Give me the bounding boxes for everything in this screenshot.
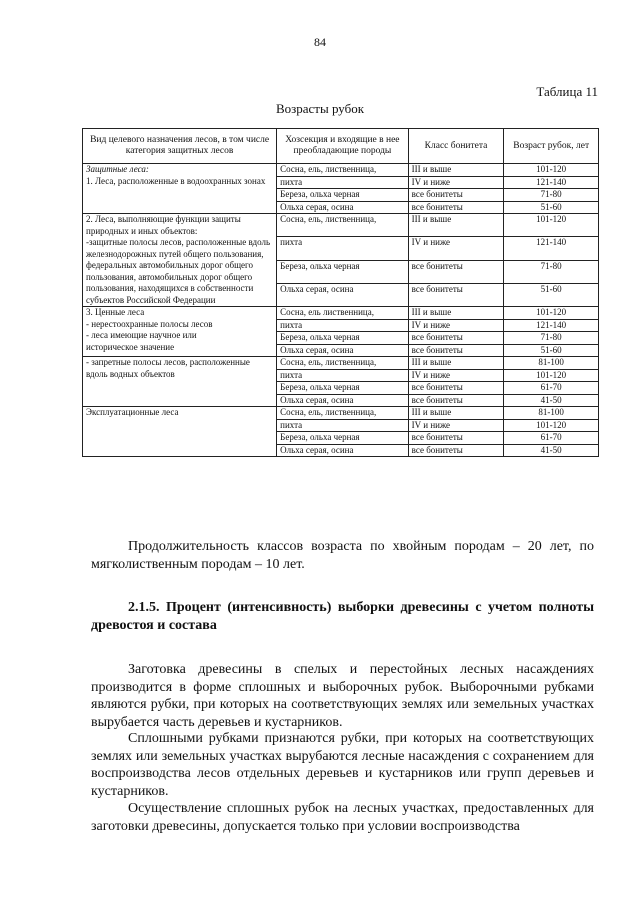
table-row [83, 357, 599, 370]
class-cell: все бонитеты [408, 283, 504, 306]
section-cell: Сосна, ель, лиственница, [277, 357, 409, 370]
section-cell: пихта [277, 369, 409, 382]
section-cell: Сосна, ель, лиственница, [277, 164, 409, 177]
age-cell: 121-140 [504, 176, 599, 189]
age-cell: 101-120 [504, 307, 599, 320]
class-cell: все бонитеты [408, 201, 504, 214]
purpose-text: - запретные полосы лесов, расположенные вдоль водных объектов [86, 357, 250, 379]
table-row [83, 164, 599, 177]
class-cell: IV и ниже [408, 369, 504, 382]
age-cell: 101-120 [504, 419, 599, 432]
purpose-group-title: Защитные леса: [86, 164, 149, 174]
paragraph-age-classes: Продолжительность классов возраста по хвойным породам – 20 лет, по мягколиственным породам – 10 лет. [91, 539, 594, 572]
class-cell: III и выше [408, 407, 504, 420]
age-cell: 71-80 [504, 189, 599, 202]
class-cell: все бонитеты [408, 444, 504, 457]
section-cell: Ольха серая, осина [277, 444, 409, 457]
paragraph-clear-cutting-conditions: Осуществление сплошных рубок на лесных участках, предоставленных для заготовки древесины, допускается только при условии воспроизводства [91, 801, 594, 834]
class-cell: все бонитеты [408, 382, 504, 395]
age-cell: 41-50 [504, 394, 599, 407]
table-title: Возрасты рубок [275, 101, 365, 116]
age-cell: 51-60 [504, 201, 599, 214]
age-cell: 81-100 [504, 357, 599, 370]
age-cell: 71-80 [504, 332, 599, 345]
section-cell: Ольха серая, осина [277, 344, 409, 357]
age-cell: 121-140 [504, 237, 599, 260]
table-row [83, 214, 599, 237]
class-cell: III и выше [408, 357, 504, 370]
age-cell: 51-60 [504, 344, 599, 357]
age-cell: 101-120 [504, 369, 599, 382]
section-cell: Береза, ольха черная [277, 382, 409, 395]
class-cell: все бонитеты [408, 432, 504, 445]
purpose-cell [83, 164, 277, 214]
age-cell: 101-120 [504, 164, 599, 177]
class-cell: все бонитеты [408, 189, 504, 202]
purpose-text: 2. Леса, выполняющие функции защиты природных и иных объектов: -защитные полосы лесов, расположенные вдоль железнодорожных путей общего пользования, федеральных автомобильных дорог общего пользования, автомобильных дорог общего пользования, находящихся в собственности субъектов Российской Федерации [86, 214, 271, 305]
age-cell: 61-70 [504, 432, 599, 445]
paragraph-clear-cutting: Сплошными рубками признаются рубки, при которых на соответствующих землях или земельных участках вырубаются лесные насаждения с сохранением для воспроизводства лесов отдельных деревьев и кустарников или групп деревьев и кустарников. [91, 731, 594, 799]
class-cell: IV и ниже [408, 419, 504, 432]
header-section: Хозсекция и входящие в нее преобладающие породы [277, 129, 409, 164]
age-cell: 41-50 [504, 444, 599, 457]
section-cell: Береза, ольха черная [277, 332, 409, 345]
class-cell: IV и ниже [408, 237, 504, 260]
table-row [83, 307, 599, 320]
purpose-cell [83, 214, 277, 307]
age-cell: 81-100 [504, 407, 599, 420]
section-cell: пихта [277, 319, 409, 332]
purpose-text: Эксплуатационные леса [86, 407, 179, 417]
header-age: Возраст рубок, лет [504, 129, 599, 164]
age-cell: 101-120 [504, 214, 599, 237]
section-cell: пихта [277, 176, 409, 189]
purpose-cell [83, 307, 277, 357]
class-cell: IV и ниже [408, 176, 504, 189]
class-cell: все бонитеты [408, 344, 504, 357]
age-cell: 51-60 [504, 283, 599, 306]
class-cell: III и выше [408, 164, 504, 177]
page-number: 84 [314, 35, 326, 49]
section-cell: Ольха серая, осина [277, 394, 409, 407]
age-cell: 71-80 [504, 260, 599, 283]
section-cell: Сосна, ель, лиственница, [277, 214, 409, 237]
section-cell: Сосна, ель, лиственница, [277, 407, 409, 420]
table-header-row [83, 129, 599, 164]
header-purpose: Вид целевого назначения лесов, в том числе категория защитных лесов [83, 129, 277, 164]
table-body [83, 164, 599, 457]
section-cell: Ольха серая, осина [277, 283, 409, 306]
purpose-text: 3. Ценные леса - нерестоохранные полосы лесов - леса имеющие научное или историческое значение [86, 307, 213, 352]
class-cell: III и выше [408, 307, 504, 320]
section-cell: Береза, ольха черная [277, 189, 409, 202]
class-cell: все бонитеты [408, 332, 504, 345]
section-cell: Сосна, ель лиственница, [277, 307, 409, 320]
paragraph-harvesting-forms: Заготовка древесины в спелых и перестойных лесных насаждениях производится в форме сплошных и выборочных рубок. Выборочными рубками являются рубки, при которых на соответствующих землях или земельных участках вырубается часть деревьев и кустарников. [91, 662, 594, 730]
purpose-cell [83, 407, 277, 457]
age-cell: 121-140 [504, 319, 599, 332]
section-cell: пихта [277, 419, 409, 432]
header-class: Класс бонитета [408, 129, 504, 164]
section-cell: Ольха серая, осина [277, 201, 409, 214]
purpose-cell [83, 357, 277, 407]
table-row [83, 407, 599, 420]
section-cell: Береза, ольха черная [277, 260, 409, 283]
section-cell: пихта [277, 237, 409, 260]
age-cell: 61-70 [504, 382, 599, 395]
class-cell: III и выше [408, 214, 504, 237]
section-cell: Береза, ольха черная [277, 432, 409, 445]
section-heading: 2.1.5. Процент (интенсивность) выборки древесины с учетом полноты древостоя и состава [91, 600, 594, 633]
felling-age-table [82, 128, 599, 457]
table-number-label: Таблица 11 [536, 84, 598, 99]
class-cell: все бонитеты [408, 260, 504, 283]
class-cell: IV и ниже [408, 319, 504, 332]
class-cell: все бонитеты [408, 394, 504, 407]
purpose-text: 1. Леса, расположенные в водоохранных зонах [86, 175, 266, 186]
